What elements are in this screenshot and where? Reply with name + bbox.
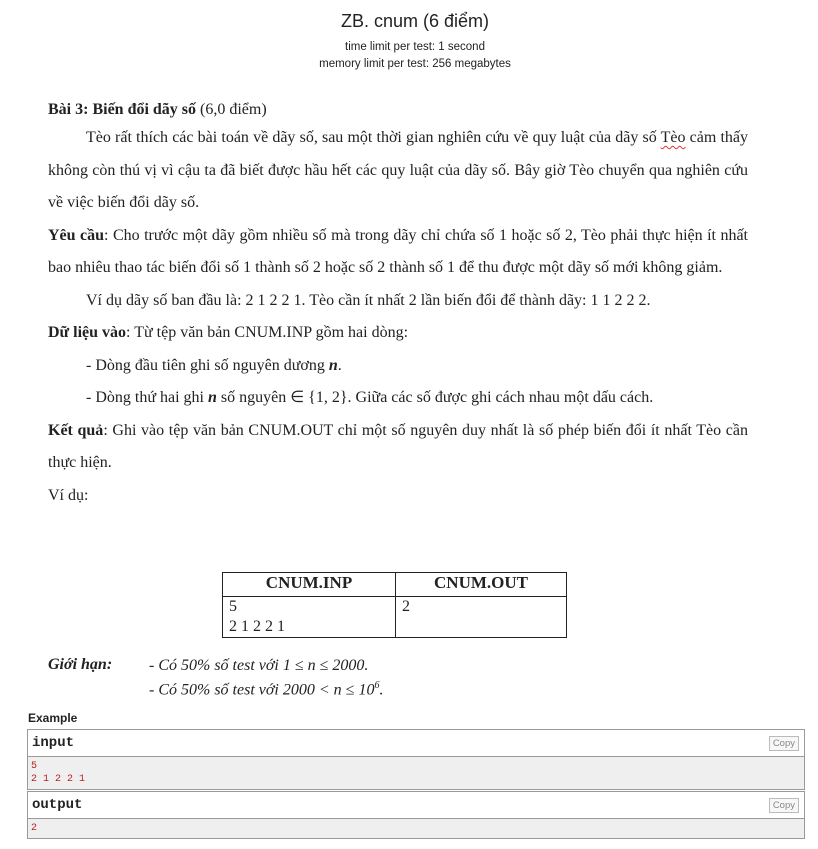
constraint-line-2-end: . (379, 681, 384, 699)
input-spec-paragraph (48, 317, 748, 350)
io-input-line: 2 1 2 2 1 (229, 618, 285, 635)
requirement-label: Yêu cầu (48, 226, 105, 244)
example-output-title: output (32, 797, 83, 813)
input-line-1-text: - Dòng đầu tiên ghi số nguyên dương (86, 356, 329, 374)
requirement-paragraph (48, 220, 748, 285)
intro-text-1: Tèo rất thích các bài toán về dãy số, sau một thời gian nghiên cứu về quy luật của dãy số (86, 129, 661, 146)
constraints-label: Giới hạn: (48, 656, 113, 673)
output-spec-label: Kết quả (48, 421, 104, 439)
section-points: (6,0 điểm) (196, 101, 267, 118)
constraint-line-2-text: - Có 50% số test với 2000 < n ≤ 10 (149, 681, 375, 699)
var-n: n (208, 389, 217, 406)
section-title-bold: Bài 3: Biến đổi dãy số (48, 101, 197, 118)
time-limit: time limit per test: 1 second (345, 41, 485, 53)
constraint-exponent: 6 (374, 680, 380, 691)
example-input-line: 5 (31, 761, 38, 772)
io-input-line: 5 (229, 598, 237, 615)
constraint-line-1: - Có 50% số test với 1 ≤ n ≤ 2000. (149, 657, 369, 674)
example-input-body (28, 757, 804, 789)
problem-statement (48, 98, 748, 512)
problem-title: ZB. cnum (6 điểm) (340, 11, 490, 31)
constraint-line-2 (149, 676, 549, 700)
example-output-line: 2 (31, 823, 38, 834)
input-line-2-end: số nguyên ∈ {1, 2}. Giữa các số được ghi cách nhau một dấu cách. (216, 389, 654, 406)
intro-text-2: cảm thấy không còn thú vị vì cậu ta đã biết được hầu hết các quy luật của dãy số. Bây giờ Tèo chuyển qua nghiên cứu về việc biến đổi dãy số. (48, 129, 749, 211)
io-output-cell (396, 597, 567, 638)
copy-input-button[interactable]: Copy (769, 736, 799, 751)
io-example-table (222, 572, 567, 638)
input-line-2 (48, 382, 748, 415)
intro-paragraph (48, 122, 748, 220)
section-title (48, 98, 748, 122)
requirement-text: : Cho trước một dãy gồm nhiều số mà trong dãy chỉ chứa số 1 hoặc số 2, Tèo phải thực hiện ít nhất bao nhiêu thao tác biến đổi số 1 thành số 2 hoặc số 2 thành số 1 để thu được một dãy số mới không giảm. (48, 226, 748, 276)
example-input-title: input (32, 735, 75, 751)
input-spec-text: : Từ tệp văn bản CNUM.INP gồm hai dòng: (126, 324, 409, 341)
output-spec-text: : Ghi vào tệp văn bản CNUM.OUT chỉ một số nguyên duy nhất là số phép biến đổi ít nhất Tèo cần thực hiện. (48, 421, 748, 471)
example-sentence: Ví dụ dãy số ban đầu là: 2 1 2 2 1. Tèo cần ít nhất 2 lần biến đổi để thành dãy: 1 1 2 2 2. (86, 291, 651, 309)
spellcheck-word: Tèo (660, 129, 686, 146)
io-input-cell (223, 597, 396, 638)
problem-header (0, 10, 818, 73)
input-line-1-end: . (337, 356, 342, 374)
example-input-block (27, 729, 805, 790)
example-output-block (27, 791, 805, 839)
io-output-line: 2 (402, 598, 410, 615)
example-output-header (28, 792, 804, 819)
example-output-body (28, 819, 804, 838)
example-input-header (28, 730, 804, 757)
example-label-vn: Ví dụ: (48, 486, 89, 504)
io-header-input: CNUM.INP (223, 573, 396, 597)
example-input-line: 2 1 2 2 1 (31, 774, 86, 785)
copy-output-button[interactable]: Copy (769, 798, 799, 813)
memory-limit: memory limit per test: 256 megabytes (319, 58, 511, 70)
input-line-1 (48, 350, 748, 383)
example-label: Example (28, 711, 78, 725)
input-spec-label: Dữ liệu vào (48, 324, 127, 341)
var-n: n (328, 356, 338, 374)
output-spec-paragraph (48, 415, 748, 480)
io-header-output: CNUM.OUT (396, 573, 567, 597)
input-line-2-text: - Dòng thứ hai ghi (86, 389, 208, 406)
